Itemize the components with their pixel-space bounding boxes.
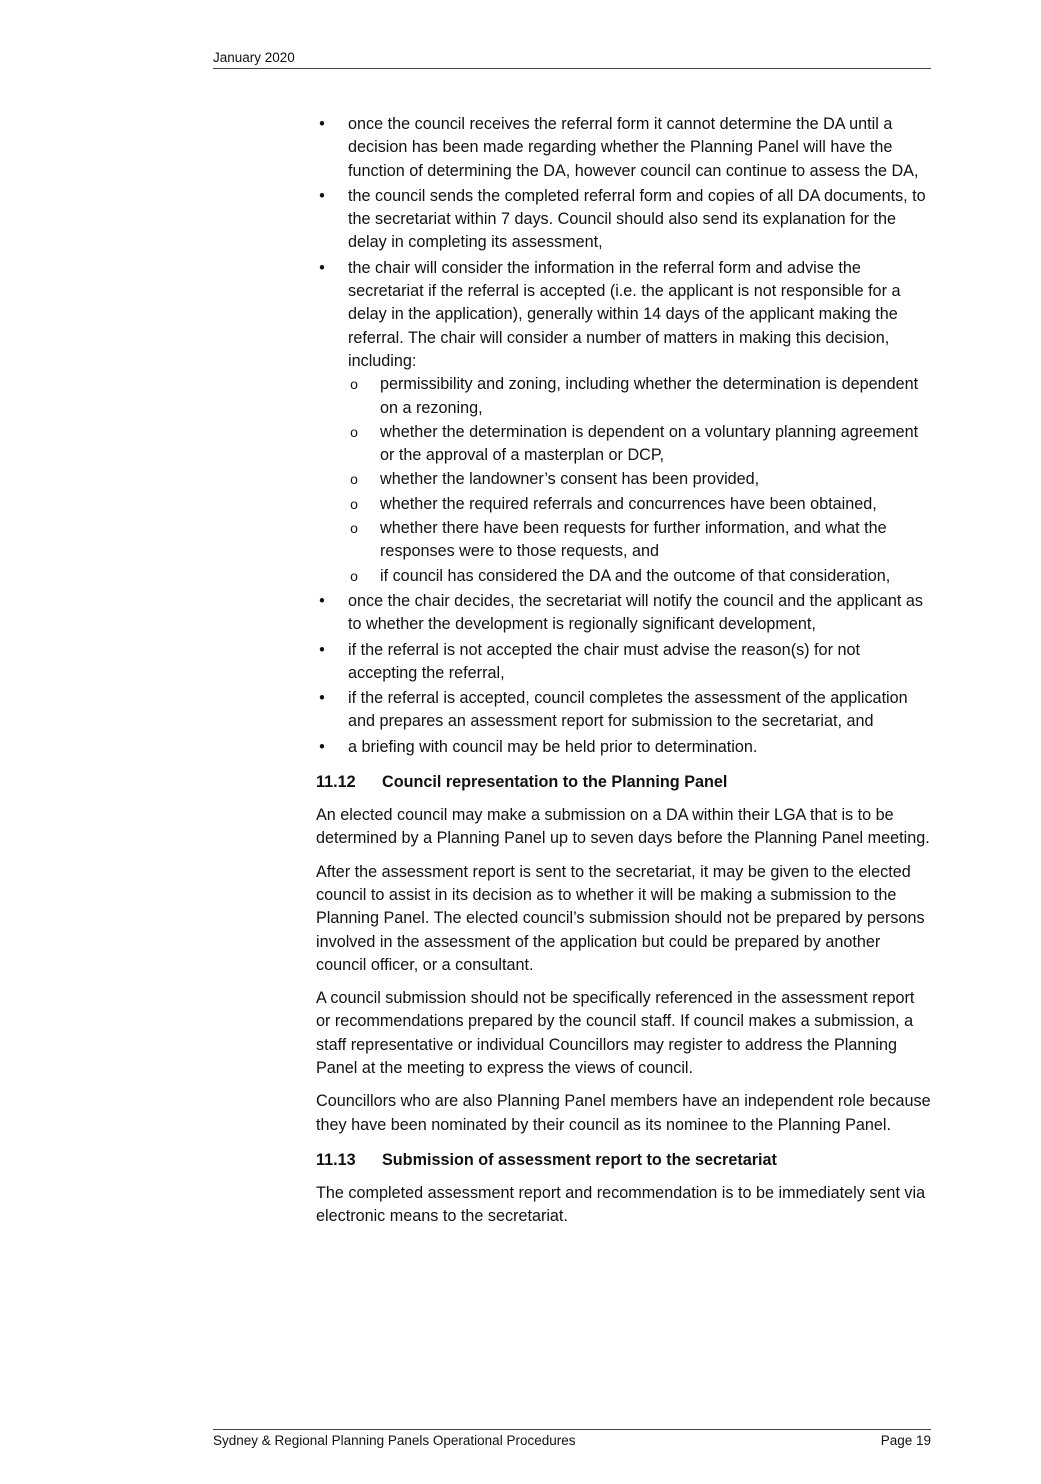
- circle-bullet-icon: o: [350, 471, 358, 488]
- sub-list-item: [348, 421, 932, 468]
- sub-list-item-text: whether the determination is dependent on a voluntary planning agreement or the approval of a masterplan or DCP,: [380, 422, 919, 465]
- paragraph: The completed assessment report and recommendation is to be immediately sent via electronic means to the secretariat.: [316, 1183, 926, 1226]
- section-heading-11-13: [316, 1149, 932, 1172]
- section-title: Submission of assessment report to the secretariat: [382, 1150, 777, 1169]
- list-item: [316, 687, 932, 734]
- sub-list-item-text: whether there have been requests for further information, and what the responses were to those requests, and: [380, 519, 887, 561]
- list-item: [316, 639, 932, 686]
- sub-list-item: [348, 373, 932, 420]
- circle-bullet-icon: o: [350, 520, 358, 537]
- sub-list-item-text: if council has considered the DA and the outcome of that consideration,: [380, 566, 891, 585]
- list-item-text: the council sends the completed referral form and copies of all DA documents, to the secretariat within 7 days. Council should also send its explanation for the delay in completing its assessment,: [348, 186, 926, 252]
- bullet-icon: •: [319, 640, 325, 659]
- sub-list-item-text: whether the required referrals and concurrences have been obtained,: [380, 494, 877, 513]
- list-item-text: a briefing with council may be held prior to determination.: [348, 737, 758, 756]
- bullet-list: [316, 113, 932, 759]
- sub-list-item: [348, 565, 932, 588]
- list-item-text: once the chair decides, the secretariat will notify the council and the applicant as to whether the development is regionally significant development,: [348, 591, 923, 634]
- page-header: [213, 50, 931, 69]
- paragraph: After the assessment report is sent to the secretariat, it may be given to the elected council to assist in its decision as to whether it will be making a submission to the Planning Panel. The elected council’s submission should not be prepared by persons involved in the assessment of the application but could be prepared by another council officer, or a consultant.: [316, 862, 925, 974]
- circle-bullet-icon: o: [350, 423, 358, 440]
- circle-bullet-icon: o: [350, 495, 358, 512]
- section-number: 11.13: [316, 1150, 356, 1169]
- paragraph: A council submission should not be specifically referenced in the assessment report or recommendations prepared by the council staff. If council makes a submission, a staff representative or individual Councillors may register to address the Planning Panel at the meeting to express the views of council.: [316, 989, 915, 1077]
- sub-list-item-text: whether the landowner’s consent has been provided,: [380, 470, 760, 489]
- paragraph: An elected council may make a submission on a DA within their LGA that is to be determined by a Planning Panel up to seven days before the Planning Panel meeting.: [316, 806, 930, 848]
- bullet-icon: •: [319, 186, 325, 205]
- bullet-icon: •: [319, 115, 325, 133]
- page-content: [316, 113, 932, 1238]
- section-number: 11.12: [316, 773, 356, 792]
- list-item-text: if the referral is not accepted the chair must advise the reason(s) for not accepting the referral,: [348, 640, 860, 682]
- page-footer: [213, 1429, 931, 1448]
- list-item-text: once the council receives the referral form it cannot determine the DA until a decision has been made regarding whether the Planning Panel will have the function of determining the DA, however council can continue to assess the DA,: [348, 115, 919, 180]
- list-item-text: the chair will consider the information in the referral form and advise the secretariat if the referral is accepted (i.e. the applicant is not responsible for a delay in the application), generally within 14 days of the applicant making the referral. The chair will consider a number of matters in making this decision, including:: [348, 258, 901, 370]
- circle-bullet-icon: o: [350, 376, 358, 393]
- bullet-icon: •: [319, 258, 325, 277]
- bullet-icon: •: [319, 737, 325, 756]
- sub-list-item: [348, 517, 932, 564]
- footer-document-title: Sydney & Regional Planning Panels Operational Procedures: [213, 1433, 576, 1448]
- bullet-icon: •: [319, 591, 325, 610]
- list-item: [316, 185, 932, 255]
- sub-list-item: [348, 493, 932, 516]
- section-title: Council representation to the Planning Panel: [382, 773, 728, 792]
- sub-list-item-text: permissibility and zoning, including whether the determination is dependent on a rezoning,: [380, 375, 919, 417]
- footer-page-number: Page 19: [880, 1433, 931, 1448]
- header-date: January 2020: [213, 50, 295, 65]
- section-heading-11-12: [316, 771, 932, 794]
- sub-bullet-list: [348, 373, 932, 588]
- list-item: [316, 113, 932, 183]
- list-item: [316, 590, 932, 637]
- list-item: [316, 257, 932, 588]
- paragraph: Councillors who are also Planning Panel members have an independent role because they have been nominated by their council as its nominee to the Planning Panel.: [316, 1092, 931, 1134]
- sub-list-item: [348, 468, 932, 491]
- list-item-text: if the referral is accepted, council completes the assessment of the application and prepares an assessment report for submission to the secretariat, and: [348, 689, 908, 731]
- circle-bullet-icon: o: [350, 567, 358, 584]
- list-item: [316, 736, 932, 759]
- bullet-icon: •: [319, 689, 325, 708]
